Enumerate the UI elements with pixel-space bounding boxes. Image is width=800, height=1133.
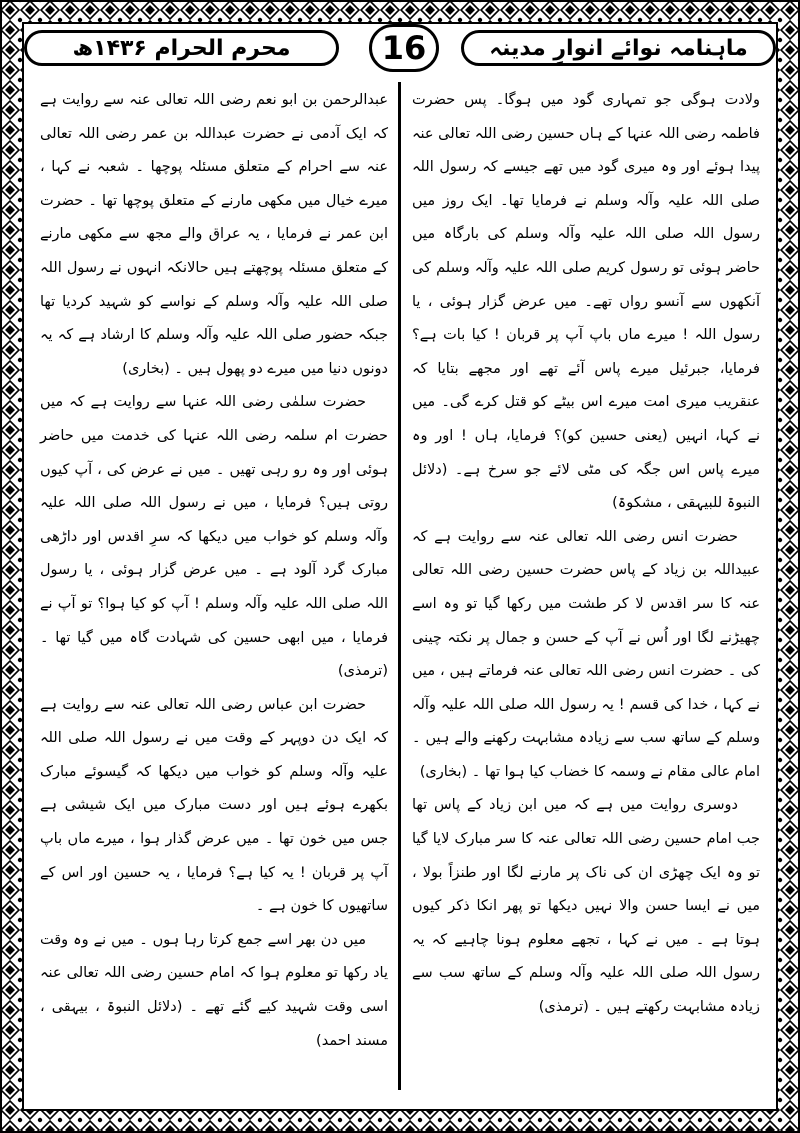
column-divider [398, 82, 401, 1090]
paragraph: حضرت سلمٰی رضی اللہ عنہا سے روایت ہے کہ میں حضرت ام سلمہ رضی اللہ عنہا کی خدمت میں حاضر ہوئی اور وہ رو رہی تھیں ۔ میں نے عرض کی ، آپ کیوں روتی ہیں؟ فرمایا ، میں نے رسول اللہ صلی اللہ علیہ وآلہ وسلم کو خواب میں دیکھا کہ سرِ اقدس اور داڑھی مبارک گرد آلود ہے ۔ میں عرض گزار ہوئی ، یا رسول اللہ صلی اللہ علیہ وآلہ وسلم ! آپ کو کیا ہوا؟ تو آپ نے فرمایا ، میں ابھی حسین کی شہادت گاہ میں گیا تھا ۔ (ترمذی) [40, 394, 388, 680]
page-number: 16 [369, 24, 439, 72]
paragraph: حضرت ابن عباس رضی اللہ تعالی عنہ سے روایت ہے کہ ایک دن دوپہر کے وقت میں نے رسول اللہ صلی اللہ علیہ وآلہ وسلم کو خواب میں دیکھا کہ گیسوئے مبارک بکھرے ہوئے ہیں اور دست مبارک میں ایک شیشی ہے جس میں خون تھا ۔ میں عرض گذار ہوا ، میرے ماں باپ آپ پر قربان ! یہ کیا ہے؟ فرمایا ، یہ حسین اور اس کے ساتھیوں کا خون ہے ۔ [40, 696, 388, 915]
magazine-title: ماہنامہ نوائے انوارِ مدینہ [461, 30, 776, 66]
page-header [24, 24, 776, 74]
left-column [40, 84, 388, 1058]
paragraph: عبدالرحمن بن ابو نعم رضی اللہ تعالی عنہ سے روایت ہے کہ ایک آدمی نے حضرت عبداللہ بن عمر رضی اللہ تعالی عنہ سے احرام کے متعلق مسئلہ پوچھا ۔ شعبہ نے کہا ، میرے خیال میں مکھی مارنے کے متعلق پوچھا تھا ۔ حضرت ابن عمر نے فرمایا ، یہ عراق والے مجھ سے مکھی مارنے کے متعلق مسئلہ پوچھتے ہیں حالانکہ انہوں نے رسول اللہ صلی اللہ علیہ وآلہ وسلم کے نواسے کو شہید کردیا تھا جبکہ حضور صلی اللہ علیہ وآلہ وسلم کا ارشاد ہے کہ یہ دونوں دنیا میں میرے دو پھول ہیں ۔ (بخاری) [40, 92, 388, 377]
issue-date: محرم الحرام ۱۴۳۶ھ [24, 30, 339, 66]
paragraph: دوسری روایت میں ہے کہ میں ابن زیاد کے پاس تھا جب امام حسین رضی اللہ تعالی عنہ کا سر مبارک لایا گیا تو وہ ایک چھڑی ان کی ناک پر مارنے لگا اور طنزاً بولا ، میں نے ایسا حسن والا نہیں دیکھا تو پھر انکا ذکر کیوں ہوتا ہے ۔ میں نے کہا ، تجھے معلوم ہونا چاہیے کہ یہ رسول اللہ صلی اللہ علیہ وآلہ وسلم کے ساتھ سب سے زیادہ مشابہت رکھتے ہیں ۔ (ترمذی) [412, 797, 760, 1016]
paragraph: ولادت ہوگی جو تمہاری گود میں ہوگا۔ پس حضرت فاطمہ رضی اللہ عنہا کے ہاں حسین رضی اللہ تعالی عنہ پیدا ہوئے اور وہ میری گود میں تھے جیسے کہ رسول اللہ صلی اللہ علیہ وآلہ وسلم نے فرمایا تھا۔ ایک روز میں رسول اللہ صلی اللہ علیہ وآلہ وسلم کی بارگاہ میں حاضر ہوئی تو رسول کریم صلی اللہ علیہ وآلہ وسلم کی آنکھوں سے آنسو رواں تھے۔ میں عرض گزار ہوئی ، یا رسول اللہ ! میرے ماں باپ آپ پر قربان ! کیا بات ہے؟ فرمایا، جبرئیل میرے پاس آئے تھے اور مجھے بتایا کہ عنقریب میری امت میرے اس بیٹے کو قتل کرے گی۔ میں نے کہا، انہیں (یعنی حسین کو)؟ فرمایا، ہاں ! اور وہ میرے پاس اس جگہ کی مٹی لائے جو سرخ ہے۔ (دلائل النبوۃ للبیہقی ، مشکوۃ) [412, 92, 760, 512]
paragraph: حضرت انس رضی اللہ تعالی عنہ سے روایت ہے کہ عبیداللہ بن زیاد کے پاس حضرت حسین رضی اللہ تعالی عنہ کا سر اقدس لا کر طشت میں رکھا گیا تو وہ اسے چھیڑنے لگا اور اُس نے آپ کے حسن و جمال پر نکتہ چینی کی ۔ حضرت انس رضی اللہ تعالی عنہ فرماتے ہیں ، میں نے کہا ، خدا کی قسم ! یہ رسول اللہ صلی اللہ علیہ وآلہ وسلم کے ساتھ سب سے زیادہ مشابہت رکھنے والے ہیں ۔ امام عالی مقام نے وسمہ کا خضاب کیا ہوا تھا ۔ (بخاری) [412, 528, 760, 780]
paragraph: میں دن بھر اسے جمع کرتا رہا ہوں ۔ میں نے وہ وقت یاد رکھا تو معلوم ہوا کہ امام حسین رضی اللہ تعالی عنہ اسی وقت شہید کیے گئے تھے ۔ (دلائل النبوۃ ، بیہقی ، مسند احمد) [40, 931, 388, 1049]
right-column [412, 84, 760, 1025]
